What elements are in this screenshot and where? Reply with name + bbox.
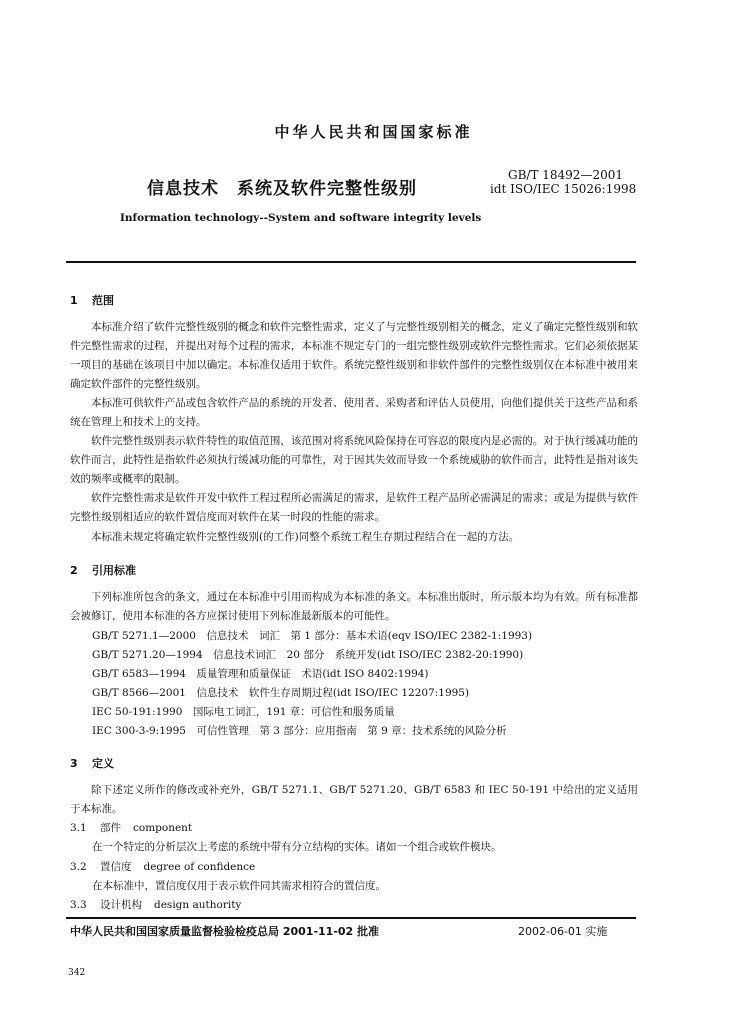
term-cn: 置信度 (100, 861, 132, 873)
definition-number: 3.3 (70, 899, 87, 911)
paragraph: 本标准介绍了软件完整性级别的概念和软件完整性需求，定义了与完整性级别相关的概念，定义了确定完整性级别和软件完整性需求的过程，并提出对每个过程的需求，本标准不规定专门的一组完整性级别或软件完整性需求。它们必须依据某一项目的基础在该项目中加以确定。本标准仅适用于软件。系统完整性级别和非软件部件的完整性级别仅在本标准中被用来确定软件部件的完整性级别。 (70, 321, 638, 390)
section-title: 定义 (92, 757, 114, 770)
definition-text: 在本标准中，置信度仅用于表示软件同其需求相符合的置信度。 (92, 880, 386, 892)
definition-term (70, 820, 192, 835)
term-cn: 设计机构 (100, 899, 142, 911)
definition-term (70, 897, 241, 912)
term-cn: 部件 (100, 822, 121, 834)
section-1-heading (70, 292, 114, 308)
reference-item: GB/T 5271.1—2000 信息技术 词汇 第 1 部分：基本术语(eqv ISO/IEC 2382-1:1993) (92, 630, 533, 642)
page-number: 342 (68, 968, 86, 978)
term-en: component (133, 822, 193, 834)
paragraph: 本标准可供软件产品或包含软件产品的系统的开发者、使用者、采购者和评估人员使用，向他们提供关于这些产品和系统在管理上和技术上的支持。 (70, 397, 638, 428)
reference-item: IEC 50-191:1990 国际电工词汇，191 章：可信性和服务质量 (92, 706, 395, 718)
paragraph: 软件完整性需求是软件开发中软件工程过程所必需满足的需求，是软件工程产品所必需满足的需求；或是为提供与软件完整性级别相适应的软件置信度而对软件在某一时段的性能的需求。 (70, 492, 638, 523)
paragraph: 软件完整性级别表示软件特性的取值范围，该范围对将系统风险保持在可容忍的限度内是必需的。对于执行缓减功能的软件而言，此特性是指软件必须执行缓减功能的可靠性，对于因其失效而导致一个系统威胁的软件而言，此特性是指对该失效的频率或概率的限制。 (70, 435, 638, 485)
reference-item: GB/T 5271.20—1994 信息技术词汇 20 部分 系统开发(idt ISO/IEC 2382-20:1990) (92, 649, 524, 661)
reference-item: GB/T 8566—2001 信息技术 软件生存周期过程(idt ISO/IEC 12207:1995) (92, 687, 470, 699)
definition-term (70, 859, 255, 874)
reference-item: IEC 300-3-9:1995 可信性管理 第 3 部分：应用指南 第 9 章：技术系统的风险分析 (92, 725, 507, 737)
standard-code: GB/T 18492—2001 (508, 168, 623, 182)
paragraph: 本标准未规定将确定软件完整性级别(的工作)同整个系统工程生存期过程结合在一起的方法。 (91, 531, 520, 543)
national-standard-heading: 中华人民共和国国家标准 (274, 123, 473, 141)
standard-code-idt: idt ISO/IEC 15026:1998 (490, 182, 637, 196)
section-2-heading (70, 562, 136, 578)
section-number: 1 (70, 294, 78, 307)
section-3-heading (70, 755, 114, 771)
definition-number: 3.1 (70, 822, 87, 834)
term-en: design authority (154, 899, 242, 911)
section-number: 3 (70, 757, 78, 770)
approval-line: 中华人民共和国国家质量监督检验检疫总局 2001-11-02 批准 (70, 925, 380, 938)
implementation-date: 2002-06-01 实施 (518, 925, 608, 938)
footer-divider (66, 917, 636, 919)
section-title: 引用标准 (92, 564, 136, 577)
section-number: 2 (70, 564, 78, 577)
reference-item: GB/T 6583—1994 质量管理和质量保证 术语(idt ISO 8402:1994) (92, 668, 429, 680)
term-en: degree of confidence (143, 861, 256, 873)
paragraph: 下列标准所包含的条文，通过在本标准中引用而构成为本标准的条文。本标准出版时，所示版本均为有效。所有标准都会被修订，使用本标准的各方应探讨使用下列标准最新版本的可能性。 (70, 591, 638, 622)
paragraph: 除下述定义所作的修改或补充外，GB/T 5271.1、GB/T 5271.20、GB/T 6583 和 IEC 50-191 中给出的定义适用于本标准。 (70, 784, 638, 815)
section-title: 范围 (92, 294, 114, 307)
definition-text: 在一个特定的分析层次上考虑的系统中带有分立结构的实体。诸如一个组合或软件模块。 (92, 841, 502, 853)
standard-title-cn: 信息技术 系统及软件完整性级别 (147, 179, 417, 199)
header-divider (66, 261, 636, 263)
definition-number: 3.2 (70, 861, 87, 873)
standard-title-en: Information technology--System and software integrity levels (120, 212, 482, 224)
